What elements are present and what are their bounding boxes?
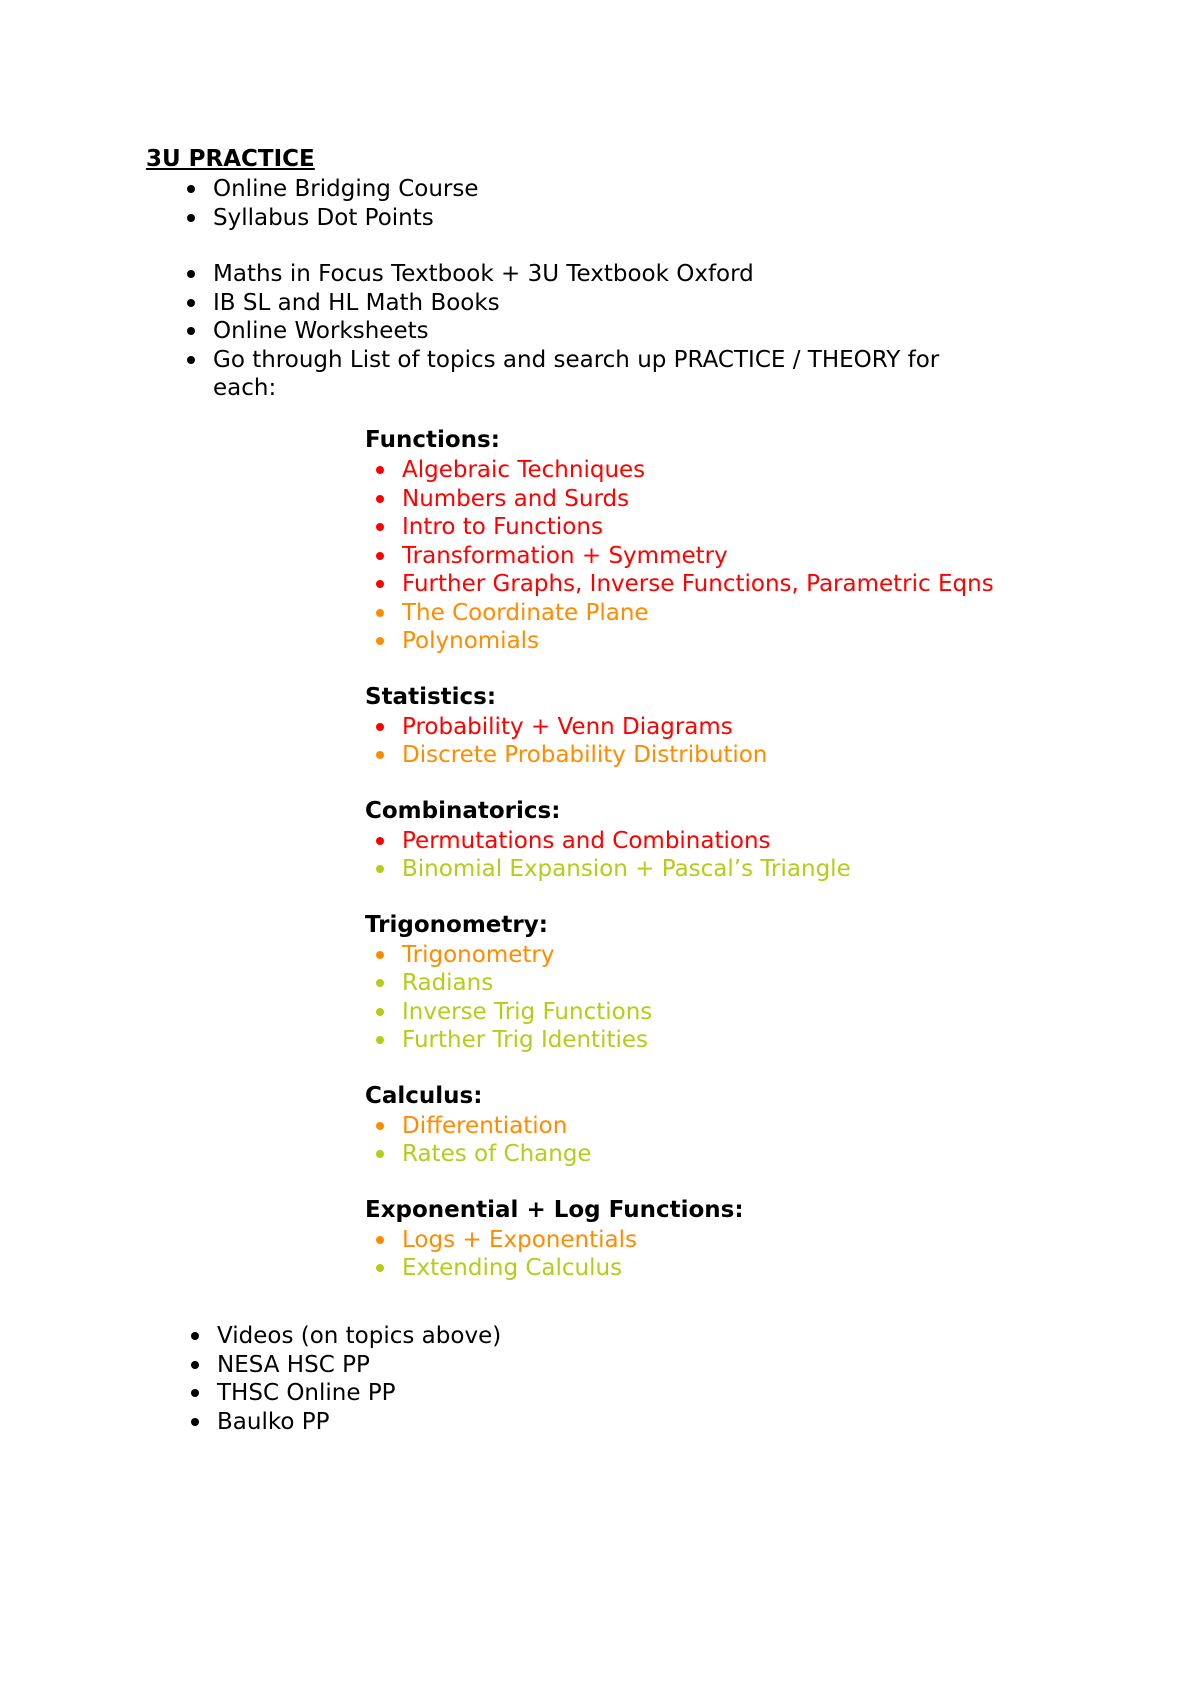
topic-item [365,1140,1165,1169]
topic-section [365,1195,1165,1283]
topic-item [365,998,1165,1027]
section-heading: Exponential + Log Functions: [365,1196,744,1223]
topic-item-text: Logs + Exponentials [402,1226,637,1253]
topic-item-text: Intro to Functions [402,514,603,540]
topic-item [365,1226,1165,1255]
topic-item-text: The Coordinate Plane [402,599,649,626]
list-item [180,1351,501,1380]
topic-list [365,456,1165,656]
topic-item-text: Rates of Change [402,1141,592,1167]
topic-list [365,713,1165,770]
topic-item [365,1112,1165,1141]
topic-item [365,599,1165,628]
list-item-text: THSC Online PP [217,1380,396,1406]
intro-list [176,175,479,232]
list-item-text: Baulko PP [217,1408,330,1435]
topic-item-text: Further Graphs, Inverse Functions, Parametric Eqns [402,571,994,597]
topic-item-text: Probability + Venn Diagrams [402,713,733,740]
topic-item [365,456,1165,485]
topic-item [365,713,1165,742]
list-item-text: Online Bridging Course [213,176,479,202]
topic-item [365,855,1165,884]
list-item-text: IB SL and HL Math Books [213,289,500,316]
document-title: 3U PRACTICE [146,146,315,172]
topic-item-text: Further Trig Identities [402,1027,649,1053]
topic-item [365,513,1165,542]
topic-item [365,570,1165,599]
topic-section [365,910,1165,1055]
list-item [180,1379,501,1408]
list-item [176,204,479,233]
topic-item [365,627,1165,656]
list-item-text: Syllabus Dot Points [213,204,434,231]
list-item-text: Videos (on topics above) [217,1323,502,1349]
topic-list [365,827,1165,884]
topic-section [365,1081,1165,1169]
section-heading: Combinatorics: [365,797,561,824]
topic-item [365,485,1165,514]
section-heading: Statistics: [365,683,497,710]
topic-item-text: Differentiation [402,1112,568,1139]
topic-item-text: Inverse Trig Functions [402,998,653,1025]
list-item-text: NESA HSC PP [217,1351,370,1378]
topic-sections [365,425,1165,1309]
list-item-text: Maths in Focus Textbook + 3U Textbook Oxford [213,261,754,287]
section-heading: Trigonometry: [365,911,548,938]
list-item [176,317,1036,346]
topic-item-text: Radians [402,970,494,996]
topic-section [365,425,1165,656]
list-item [176,346,993,403]
resource-list [176,260,1036,403]
list-item [180,1322,501,1351]
topic-list [365,1226,1165,1283]
topic-item [365,741,1165,770]
list-item [180,1408,501,1437]
topic-section [365,796,1165,884]
list-item-text: Go through List of topics and search up PRACTICE / THEORY for each: [213,346,940,401]
section-heading: Functions: [365,427,500,453]
topic-item-text: Numbers and Surds [402,485,630,512]
list-item-text: Online Worksheets [213,318,429,344]
topic-item [365,1026,1165,1055]
topic-list [365,941,1165,1055]
topic-item-text: Extending Calculus [402,1255,623,1281]
topic-list [365,1112,1165,1169]
topic-item-text: Trigonometry [402,941,555,968]
topic-item [365,969,1165,998]
topic-item-text: Polynomials [402,628,540,654]
topic-item [365,542,1165,571]
topic-item-text: Binomial Expansion + Pascal’s Triangle [402,856,851,882]
list-item [176,289,1036,318]
list-item [176,260,1036,289]
topic-item-text: Discrete Probability Distribution [402,742,768,768]
section-heading: Calculus: [365,1082,483,1109]
closing-list [180,1322,501,1436]
topic-section [365,682,1165,770]
topic-item [365,941,1165,970]
topic-item-text: Algebraic Techniques [402,457,646,483]
topic-item [365,827,1165,856]
topic-item-text: Transformation + Symmetry [402,542,728,569]
list-item [176,175,479,204]
topic-item-text: Permutations and Combinations [402,827,771,854]
topic-item [365,1254,1165,1283]
